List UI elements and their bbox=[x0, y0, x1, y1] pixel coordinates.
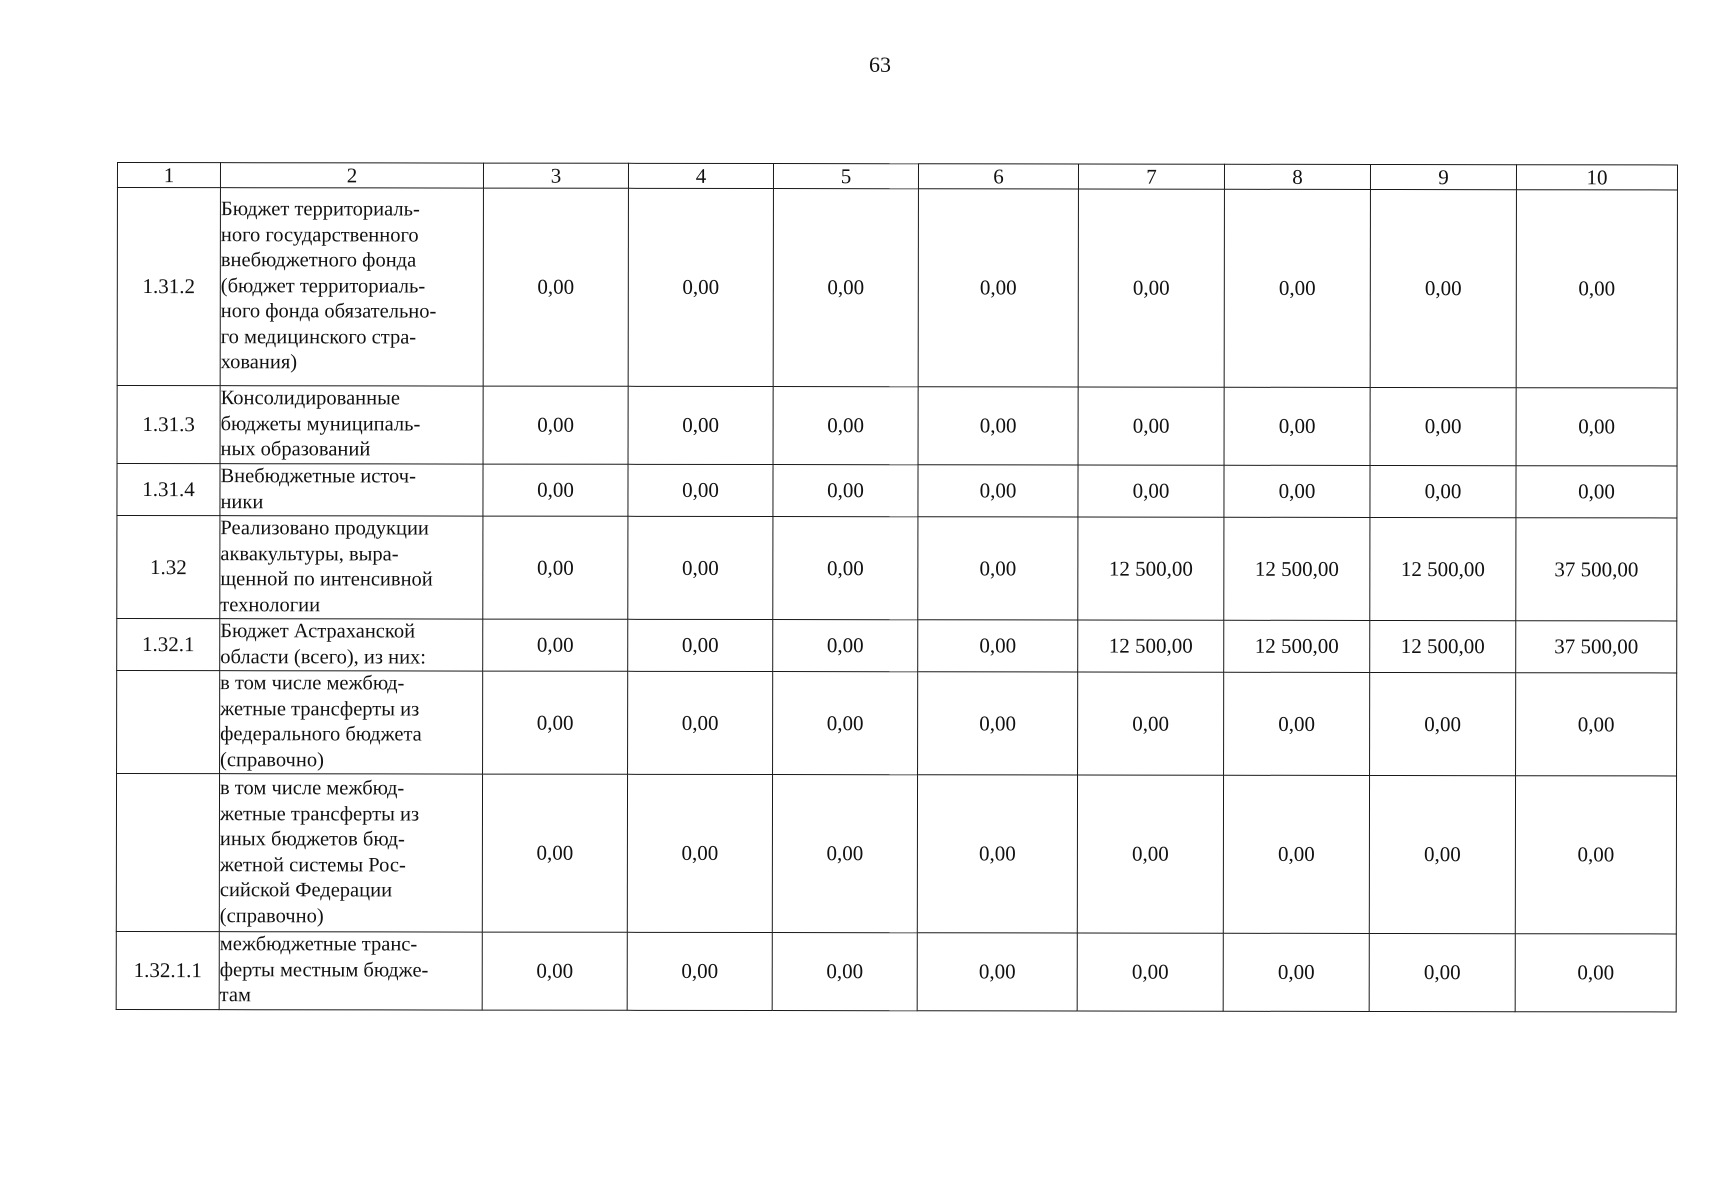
column-header: 10 bbox=[1516, 165, 1677, 190]
row-value: 0,00 bbox=[482, 774, 627, 932]
row-value: 0,00 bbox=[773, 387, 918, 465]
row-value: 0,00 bbox=[1224, 189, 1370, 387]
row-value: 0,00 bbox=[483, 516, 628, 619]
row-label: в том числе межбюд- жетные трансферты из федерального бюджета (справочно) bbox=[220, 671, 483, 774]
row-value: 12 500,00 bbox=[1224, 620, 1370, 672]
table-row bbox=[117, 464, 1677, 518]
row-value: 0,00 bbox=[1223, 933, 1369, 1011]
row-value: 0,00 bbox=[1370, 672, 1516, 775]
row-value: 0,00 bbox=[1516, 190, 1677, 388]
row-value: 0,00 bbox=[772, 933, 917, 1011]
column-header: 9 bbox=[1370, 164, 1516, 189]
row-label: Реализовано продукции аквакультуры, выра- щенной по интенсивной технологии bbox=[220, 516, 483, 619]
table-row bbox=[116, 931, 1676, 1011]
row-label: Бюджет Астраханской области (всего), из них: bbox=[220, 619, 483, 671]
row-value: 0,00 bbox=[1078, 387, 1224, 465]
row-value: 0,00 bbox=[483, 188, 628, 386]
row-value: 0,00 bbox=[628, 671, 773, 774]
row-value: 0,00 bbox=[918, 387, 1078, 465]
row-value: 37 500,00 bbox=[1516, 518, 1677, 621]
column-header: 5 bbox=[773, 164, 918, 189]
row-value: 0,00 bbox=[627, 774, 772, 932]
row-value: 0,00 bbox=[773, 620, 918, 672]
row-value: 0,00 bbox=[1224, 672, 1370, 775]
row-value: 0,00 bbox=[773, 465, 918, 517]
row-value: 0,00 bbox=[1370, 387, 1516, 465]
row-label: Внебюджетные источ- ники bbox=[220, 464, 483, 516]
row-value: 0,00 bbox=[628, 619, 773, 671]
row-number: 1.32.1 bbox=[117, 619, 220, 671]
row-value: 0,00 bbox=[628, 386, 773, 464]
row-label: Консолидированные бюджеты муниципаль- ных образований bbox=[220, 386, 483, 464]
column-header: 7 bbox=[1078, 164, 1224, 189]
row-value: 0,00 bbox=[918, 620, 1078, 672]
table-row bbox=[117, 516, 1677, 621]
row-number: 1.31.4 bbox=[117, 464, 220, 516]
row-value: 0,00 bbox=[1077, 933, 1223, 1011]
row-value: 0,00 bbox=[1223, 775, 1369, 933]
row-value: 0,00 bbox=[1516, 673, 1677, 776]
row-value: 0,00 bbox=[1224, 465, 1370, 517]
row-value: 0,00 bbox=[483, 671, 628, 774]
column-header: 3 bbox=[483, 163, 628, 188]
row-label: межбюджетные транс- ферты местным бюдже- там bbox=[219, 932, 482, 1010]
row-value: 12 500,00 bbox=[1370, 620, 1516, 672]
column-header: 4 bbox=[628, 163, 773, 188]
column-header: 8 bbox=[1224, 164, 1370, 189]
row-value: 0,00 bbox=[1515, 776, 1676, 934]
row-number: 1.31.2 bbox=[117, 188, 220, 386]
row-value: 0,00 bbox=[918, 672, 1078, 775]
row-value: 0,00 bbox=[773, 672, 918, 775]
table-row bbox=[117, 386, 1677, 466]
table-row bbox=[116, 774, 1676, 934]
row-value: 0,00 bbox=[917, 775, 1077, 933]
row-value: 0,00 bbox=[918, 465, 1078, 517]
row-value: 0,00 bbox=[483, 619, 628, 671]
row-number: 1.32 bbox=[117, 516, 220, 619]
row-number bbox=[116, 774, 219, 932]
row-value: 0,00 bbox=[918, 189, 1078, 387]
row-value: 0,00 bbox=[628, 188, 773, 386]
column-header: 1 bbox=[117, 163, 220, 188]
column-header: 6 bbox=[918, 164, 1078, 189]
row-value: 0,00 bbox=[1369, 775, 1515, 933]
row-value: 0,00 bbox=[773, 517, 918, 620]
row-value: 0,00 bbox=[773, 189, 918, 387]
row-value: 0,00 bbox=[627, 932, 772, 1010]
page-number: 63 bbox=[869, 52, 891, 77]
row-value: 0,00 bbox=[1370, 465, 1516, 517]
row-value: 12 500,00 bbox=[1370, 517, 1516, 620]
row-value: 0,00 bbox=[1078, 465, 1224, 517]
column-number-row bbox=[117, 163, 1677, 190]
row-value: 0,00 bbox=[628, 464, 773, 516]
row-value: 12 500,00 bbox=[1078, 620, 1224, 672]
row-value: 0,00 bbox=[628, 516, 773, 619]
row-value: 0,00 bbox=[1370, 189, 1516, 387]
table-row bbox=[117, 188, 1677, 388]
row-value: 0,00 bbox=[1224, 387, 1370, 465]
row-value: 0,00 bbox=[483, 386, 628, 464]
row-value: 0,00 bbox=[1516, 388, 1677, 466]
row-value: 12 500,00 bbox=[1078, 517, 1224, 620]
row-value: 0,00 bbox=[482, 932, 627, 1010]
row-value: 12 500,00 bbox=[1224, 517, 1370, 620]
table-row bbox=[117, 671, 1677, 776]
row-number bbox=[117, 671, 220, 774]
row-label: в том числе межбюд- жетные трансферты из иных бюджетов бюд- жетной системы Рос- сийской Федерации (справочно) bbox=[219, 774, 482, 932]
row-value: 0,00 bbox=[772, 775, 917, 933]
row-value: 37 500,00 bbox=[1516, 621, 1677, 673]
budget-table bbox=[116, 162, 1678, 1012]
row-value: 0,00 bbox=[1516, 466, 1677, 518]
table-row bbox=[117, 619, 1677, 673]
row-value: 0,00 bbox=[1078, 189, 1224, 387]
row-label: Бюджет территориаль- ного государственного внебюджетного фонда (бюджет территориаль- ного фонда обязательно- го медицинского стра- хования) bbox=[220, 188, 483, 386]
row-value: 0,00 bbox=[917, 933, 1077, 1011]
row-value: 0,00 bbox=[1515, 934, 1676, 1012]
row-value: 0,00 bbox=[483, 464, 628, 516]
row-value: 0,00 bbox=[1078, 672, 1224, 775]
row-number: 1.32.1.1 bbox=[116, 931, 219, 1009]
row-value: 0,00 bbox=[1077, 775, 1223, 933]
column-header: 2 bbox=[220, 163, 483, 188]
row-value: 0,00 bbox=[918, 517, 1078, 620]
row-number: 1.31.3 bbox=[117, 386, 220, 464]
row-value: 0,00 bbox=[1369, 933, 1515, 1011]
